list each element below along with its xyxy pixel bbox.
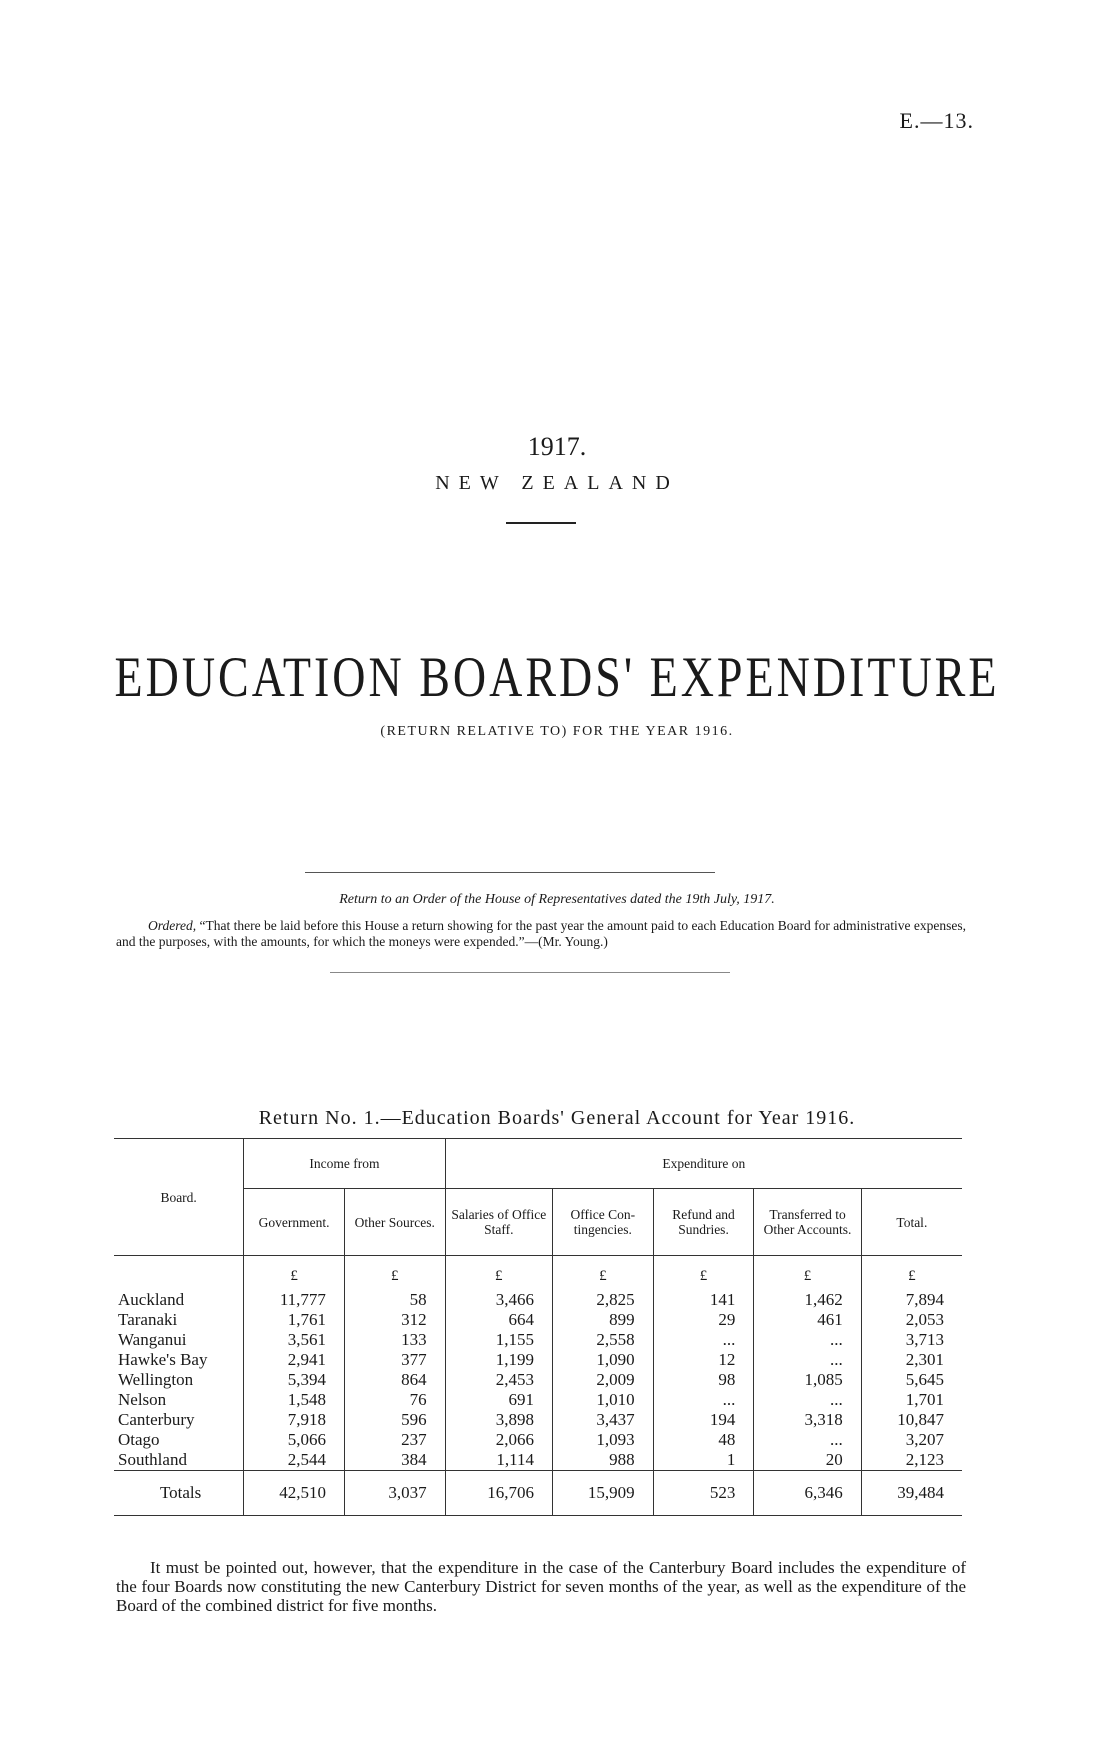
cell-government: 7,918 xyxy=(244,1410,345,1430)
cell-refund: 12 xyxy=(653,1350,754,1370)
cell-office-contingencies: 2,558 xyxy=(553,1330,654,1350)
cell-government: 3,561 xyxy=(244,1330,345,1350)
board-name-text: Otago xyxy=(118,1430,160,1449)
cell-other-sources: 384 xyxy=(344,1450,445,1471)
cell-refund: 98 xyxy=(653,1370,754,1390)
document-reference: E.—13. xyxy=(899,108,974,133)
board-name xyxy=(114,1430,244,1450)
cell-salaries: 1,155 xyxy=(445,1330,552,1350)
totals-government: 42,510 xyxy=(244,1471,345,1516)
header-refund: Refund and Sundries. xyxy=(653,1189,754,1256)
cell-total: 3,713 xyxy=(861,1330,962,1350)
divider xyxy=(330,972,730,973)
cell-salaries: 3,898 xyxy=(445,1410,552,1430)
cell-other-sources: 76 xyxy=(344,1390,445,1410)
table-title: Return No. 1.—Education Boards' General Account for Year 1916. xyxy=(258,1107,856,1129)
cell-refund: 194 xyxy=(653,1410,754,1430)
table-body xyxy=(114,1256,962,1471)
unit-cell: £ xyxy=(244,1256,345,1291)
unit-cell: £ xyxy=(861,1256,962,1291)
board-name xyxy=(114,1370,244,1390)
cell-total: 5,645 xyxy=(861,1370,962,1390)
totals-transferred: 6,346 xyxy=(754,1471,861,1516)
unit-cell: £ xyxy=(754,1256,861,1291)
cell-government: 5,066 xyxy=(244,1430,345,1450)
cell-salaries: 691 xyxy=(445,1390,552,1410)
board-name-text: Canterbury xyxy=(118,1410,195,1429)
unit-cell: £ xyxy=(553,1256,654,1291)
cell-refund: ... xyxy=(653,1330,754,1350)
cell-transferred: 3,318 xyxy=(754,1410,861,1430)
cell-total: 10,847 xyxy=(861,1410,962,1430)
unit-cell: £ xyxy=(344,1256,445,1291)
header-transferred: Transferred to Other Accounts. xyxy=(754,1189,861,1256)
footnote-paragraph: It must be pointed out, however, that the expenditure in the case of the Canterbury Board includes the expenditure of the four Boards now constituting the new Canterbury District for seven months of the year, as well as the expenditure of the Board of the combined district for five months. xyxy=(116,1558,966,1615)
cell-government: 2,544 xyxy=(244,1450,345,1471)
cell-refund: 29 xyxy=(653,1310,754,1330)
header-other-sources: Other Sources. xyxy=(344,1189,445,1256)
board-name xyxy=(114,1310,244,1330)
cell-office-contingencies: 2,009 xyxy=(553,1370,654,1390)
cell-government: 2,941 xyxy=(244,1350,345,1370)
cell-transferred: 1,085 xyxy=(754,1370,861,1390)
unit-row xyxy=(114,1256,962,1291)
totals-total: 39,484 xyxy=(861,1471,962,1516)
cell-office-contingencies: 1,010 xyxy=(553,1390,654,1410)
cell-office-contingencies: 1,093 xyxy=(553,1430,654,1450)
totals-row xyxy=(114,1471,962,1516)
board-name xyxy=(114,1290,244,1310)
board-name xyxy=(114,1330,244,1350)
cell-office-contingencies: 988 xyxy=(553,1450,654,1471)
ordered-body: “That there be laid before this House a return showing for the past year the amount paid to each Education Board for administrative expenses, and the purposes, with the amounts, for which the moneys were expended.”—(Mr. Young.) xyxy=(116,918,966,949)
cell-refund: 1 xyxy=(653,1450,754,1471)
table-row xyxy=(114,1450,962,1471)
unit-cell: £ xyxy=(653,1256,754,1291)
cell-total: 2,123 xyxy=(861,1450,962,1471)
cell-office-contingencies: 1,090 xyxy=(553,1350,654,1370)
cell-transferred: ... xyxy=(754,1390,861,1410)
board-name-text: Wellington xyxy=(118,1370,194,1389)
divider xyxy=(305,872,715,873)
cell-other-sources: 237 xyxy=(344,1430,445,1450)
board-name-text: Southland xyxy=(118,1450,187,1469)
page-subtitle: (RETURN RELATIVE TO) FOR THE YEAR 1916. xyxy=(380,724,734,739)
board-name xyxy=(114,1450,244,1471)
cell-office-contingencies: 899 xyxy=(553,1310,654,1330)
cell-total: 3,207 xyxy=(861,1430,962,1450)
board-name xyxy=(114,1410,244,1430)
cell-salaries: 1,114 xyxy=(445,1450,552,1471)
cell-refund: 48 xyxy=(653,1430,754,1450)
cell-transferred: ... xyxy=(754,1350,861,1370)
unit-cell: £ xyxy=(445,1256,552,1291)
header-government: Government. xyxy=(244,1189,345,1256)
cell-transferred: 1,462 xyxy=(754,1290,861,1310)
cell-total: 2,301 xyxy=(861,1350,962,1370)
board-name-text: Auckland xyxy=(118,1290,185,1309)
page-title: EDUCATION BOARDS' EXPENDITURE xyxy=(114,644,1000,709)
board-name-text: Hawke's Bay xyxy=(118,1350,208,1369)
cell-other-sources: 133 xyxy=(344,1330,445,1350)
board-name-text: Nelson xyxy=(118,1390,167,1409)
cell-office-contingencies: 2,825 xyxy=(553,1290,654,1310)
cell-refund: ... xyxy=(653,1390,754,1410)
table-row xyxy=(114,1430,962,1450)
cell-refund: 141 xyxy=(653,1290,754,1310)
board-name-text: Wanganui xyxy=(118,1330,187,1349)
cell-government: 11,777 xyxy=(244,1290,345,1310)
cell-other-sources: 58 xyxy=(344,1290,445,1310)
divider xyxy=(506,522,576,524)
cell-transferred: 461 xyxy=(754,1310,861,1330)
cell-total: 2,053 xyxy=(861,1310,962,1330)
cell-government: 1,761 xyxy=(244,1310,345,1330)
cell-salaries: 3,466 xyxy=(445,1290,552,1310)
board-name xyxy=(114,1390,244,1410)
ordered-label: Ordered, xyxy=(148,918,197,933)
cell-salaries: 2,066 xyxy=(445,1430,552,1450)
table-row xyxy=(114,1290,962,1310)
board-name-text: Taranaki xyxy=(118,1310,178,1329)
order-reference: Return to an Order of the House of Representatives dated the 19th July, 1917. xyxy=(339,892,775,907)
table-row xyxy=(114,1310,962,1330)
cell-total: 7,894 xyxy=(861,1290,962,1310)
cell-other-sources: 377 xyxy=(344,1350,445,1370)
table-row xyxy=(114,1390,962,1410)
header-board: Board. xyxy=(114,1139,244,1256)
header-total: Total. xyxy=(861,1189,962,1256)
board-name xyxy=(114,1350,244,1370)
cell-government: 5,394 xyxy=(244,1370,345,1390)
cell-salaries: 2,453 xyxy=(445,1370,552,1390)
expenditure-table-wrapper xyxy=(114,1138,962,1516)
cell-salaries: 664 xyxy=(445,1310,552,1330)
cell-other-sources: 312 xyxy=(344,1310,445,1330)
header-expenditure-on: Expenditure on xyxy=(445,1139,962,1189)
totals-refund: 523 xyxy=(653,1471,754,1516)
cell-salaries: 1,199 xyxy=(445,1350,552,1370)
cell-other-sources: 864 xyxy=(344,1370,445,1390)
header-office-contingencies: Office Con-tingencies. xyxy=(553,1189,654,1256)
country-heading: NEW ZEALAND xyxy=(435,472,679,494)
expenditure-table xyxy=(114,1138,962,1516)
table-row xyxy=(114,1330,962,1350)
totals-office-contingencies: 15,909 xyxy=(553,1471,654,1516)
order-text xyxy=(116,918,966,950)
cell-office-contingencies: 3,437 xyxy=(553,1410,654,1430)
table-row xyxy=(114,1350,962,1370)
totals-other-sources: 3,037 xyxy=(344,1471,445,1516)
cell-transferred: ... xyxy=(754,1430,861,1450)
cell-transferred: 20 xyxy=(754,1450,861,1471)
table-row xyxy=(114,1370,962,1390)
document-year: 1917. xyxy=(527,432,587,461)
totals-label: Totals xyxy=(114,1471,244,1516)
cell-transferred: ... xyxy=(754,1330,861,1350)
cell-total: 1,701 xyxy=(861,1390,962,1410)
table-row xyxy=(114,1410,962,1430)
totals-salaries: 16,706 xyxy=(445,1471,552,1516)
header-salaries: Salaries of Office Staff. xyxy=(445,1189,552,1256)
header-income-from: Income from xyxy=(244,1139,445,1189)
cell-government: 1,548 xyxy=(244,1390,345,1410)
cell-other-sources: 596 xyxy=(344,1410,445,1430)
